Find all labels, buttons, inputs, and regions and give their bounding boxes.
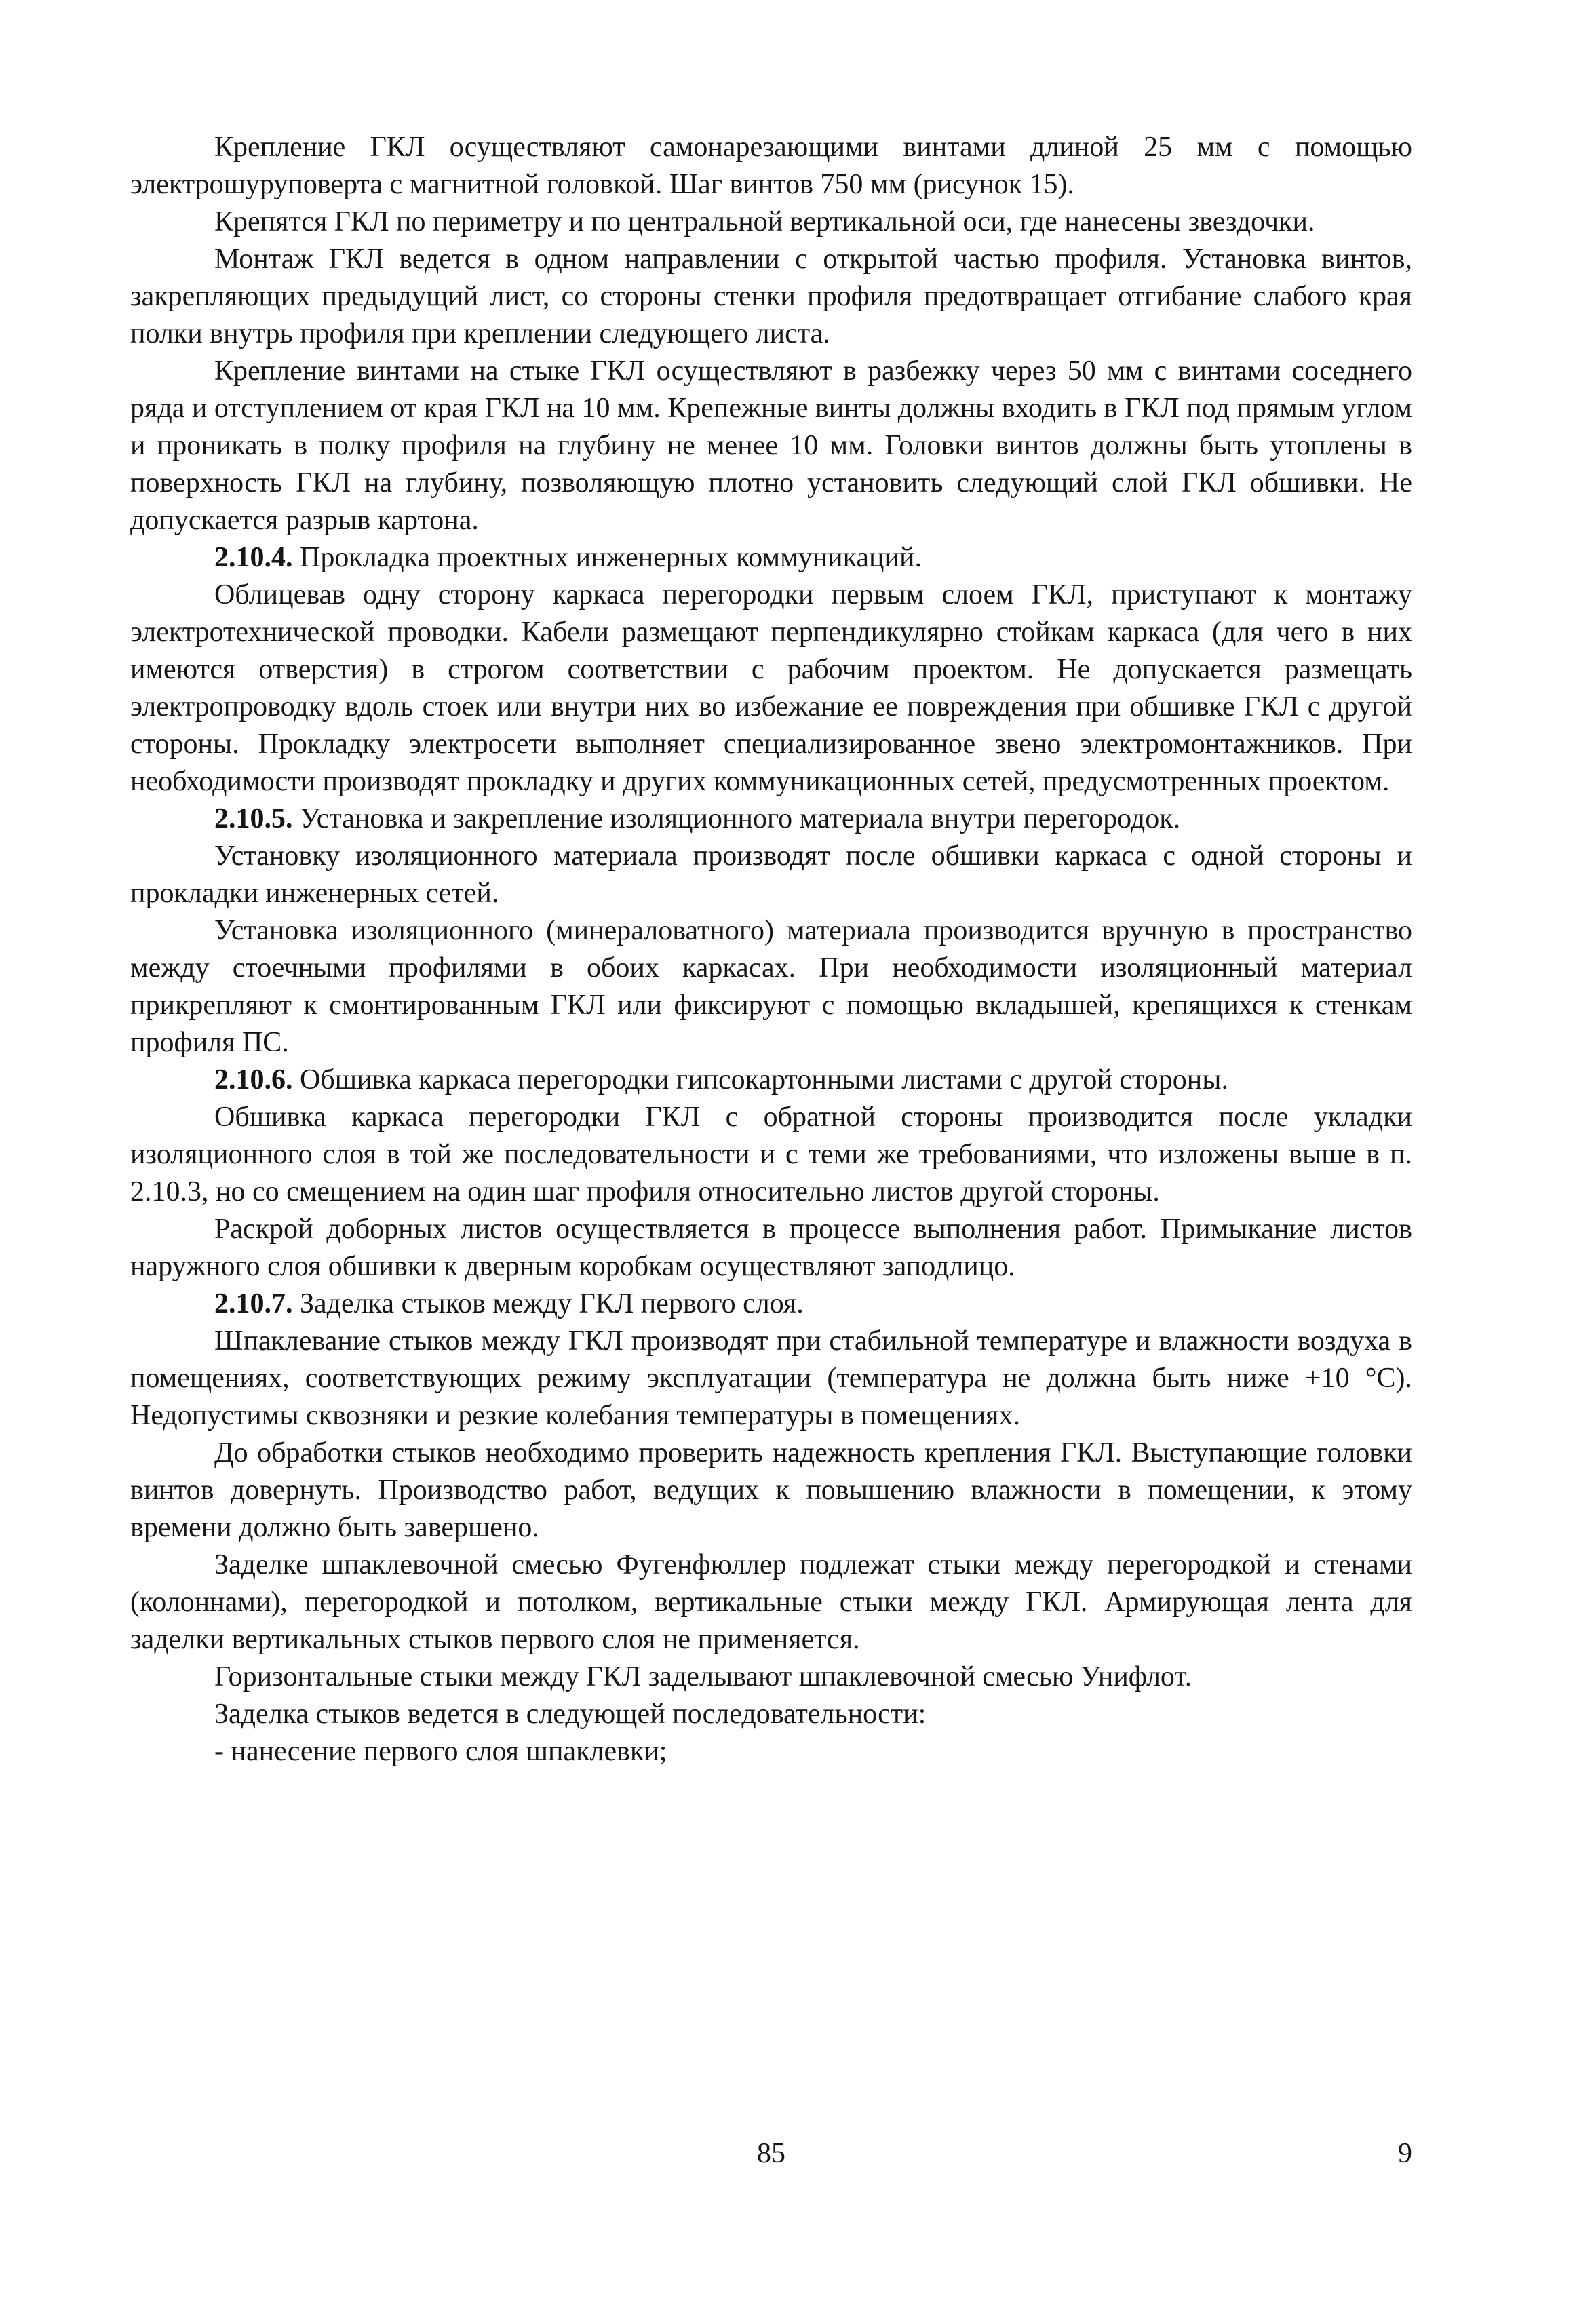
sheet-number: 9	[1398, 2138, 1412, 2169]
section-title: Установка и закрепление изоляционного материала внутри перегородок.	[292, 803, 1181, 834]
paragraph: Раскрой доборных листов осуществляется в процессе выполнения работ. Примыкание листов наружного слоя обшивки к дверным коробкам осуществляют заподлицо.	[130, 1213, 1412, 1282]
section-heading-2-10-7	[130, 1285, 1412, 1323]
paragraph: Заделка стыков ведется в следующей последовательности:	[214, 1698, 927, 1730]
paragraph: Заделке шпаклевочной смесью Фугенфюллер подлежат стыки между перегородкой и стенами (колоннами), перегородкой и потолком, вертикальные стыки между ГКЛ. Армирующая лента для заделки вертикальных стыков первого слоя не применяется.	[130, 1549, 1412, 1655]
paragraph: Установка изоляционного (минераловатного) материала производится вручную в пространство между стоечными профилями в обоих каркасах. При необходимости изоляционный материал прикрепляют к смонтированным ГКЛ или фиксируют с помощью вкладышей, крепящихся к стенкам профиля ПС.	[130, 915, 1412, 1058]
section-heading-2-10-4	[130, 539, 1412, 577]
paragraph: До обработки стыков необходимо проверить надежность крепления ГКЛ. Выступающие головки винтов довернуть. Производство работ, ведущих к повышению влажности в помещении, к этому времени должно быть завершено.	[130, 1437, 1412, 1543]
section-heading-2-10-6	[130, 1062, 1412, 1099]
section-title: Прокладка проектных инженерных коммуникаций.	[292, 542, 922, 573]
section-title: Заделка стыков между ГКЛ первого слоя.	[292, 1288, 804, 1319]
page-footer	[130, 2135, 1412, 2176]
section-number: 2.10.7.	[214, 1288, 293, 1319]
list-item: - нанесение первого слоя шпаклевки;	[214, 1736, 667, 1767]
paragraph: Шпаклевание стыков между ГКЛ производят при стабильной температуре и влажности воздуха в помещениях, соответствующих режиму эксплуатации (температура не должна быть ниже +10 °С). Недопустимы сквозняки и резкие колебания температуры в помещениях.	[130, 1325, 1412, 1431]
section-number: 2.10.5.	[214, 803, 293, 834]
paragraph: Монтаж ГКЛ ведется в одном направлении с открытой частью профиля. Установка винтов, закрепляющих предыдущий лист, со стороны стенки профиля предотвращает отгибание слабого края полки внутрь профиля при креплении следующего листа.	[130, 244, 1412, 349]
paragraph: Установку изоляционного материала производят после обшивки каркаса с одной стороны и прокладки инженерных сетей.	[130, 840, 1412, 909]
paragraph: Обшивка каркаса перегородки ГКЛ с обратной стороны производится после укладки изоляционного слоя в той же последовательности и с теми же требованиями, что изложены выше в п. 2.10.3, но со смещением на один шаг профиля относительно листов другой стороны.	[130, 1102, 1412, 1207]
section-number: 2.10.6.	[214, 1064, 293, 1095]
section-number: 2.10.4.	[214, 542, 293, 573]
paragraph: Горизонтальные стыки между ГКЛ заделывают шпаклевочной смесью Унифлот.	[214, 1661, 1192, 1692]
paragraph: Крепление винтами на стыке ГКЛ осуществляют в разбежку через 50 мм с винтами соседнего ряда и отступлением от края ГКЛ на 10 мм. Крепежные винты должны входить в ГКЛ под прямым углом и проникать в полку профиля на глубину не менее 10 мм. Головки винтов должны быть утоплены в поверхность ГКЛ на глубину, позволяющую плотно установить следующий слой ГКЛ обшивки. Не допускается разрыв картона.	[130, 355, 1412, 536]
section-title: Обшивка каркаса перегородки гипсокартонными листами с другой стороны.	[292, 1064, 1228, 1095]
paragraph: Крепление ГКЛ осуществляют самонарезающими винтами длиной 25 мм с помощью электрошуруповерта с магнитной головкой. Шаг винтов 750 мм (рисунок 15).	[130, 132, 1412, 200]
document-body	[130, 129, 1412, 1770]
page-number: 85	[757, 2138, 785, 2169]
section-heading-2-10-5	[130, 800, 1412, 838]
paragraph: Облицевав одну сторону каркаса перегородки первым слоем ГКЛ, приступают к монтажу электротехнической проводки. Кабели размещают перпендикулярно стойкам каркаса (для чего в них имеются отверстия) в строгом соответствии с рабочим проектом. Не допускается размещать электропроводку вдоль стоек или внутри них во избежание ее повреждения при обшивке ГКЛ с другой стороны. Прокладку электросети выполняет специализированное звено электромонтажников. При необходимости производят прокладку и других коммуникационных сетей, предусмотренных проектом.	[130, 579, 1412, 797]
paragraph: Крепятся ГКЛ по периметру и по центральной вертикальной оси, где нанесены звездочки.	[214, 206, 1315, 237]
